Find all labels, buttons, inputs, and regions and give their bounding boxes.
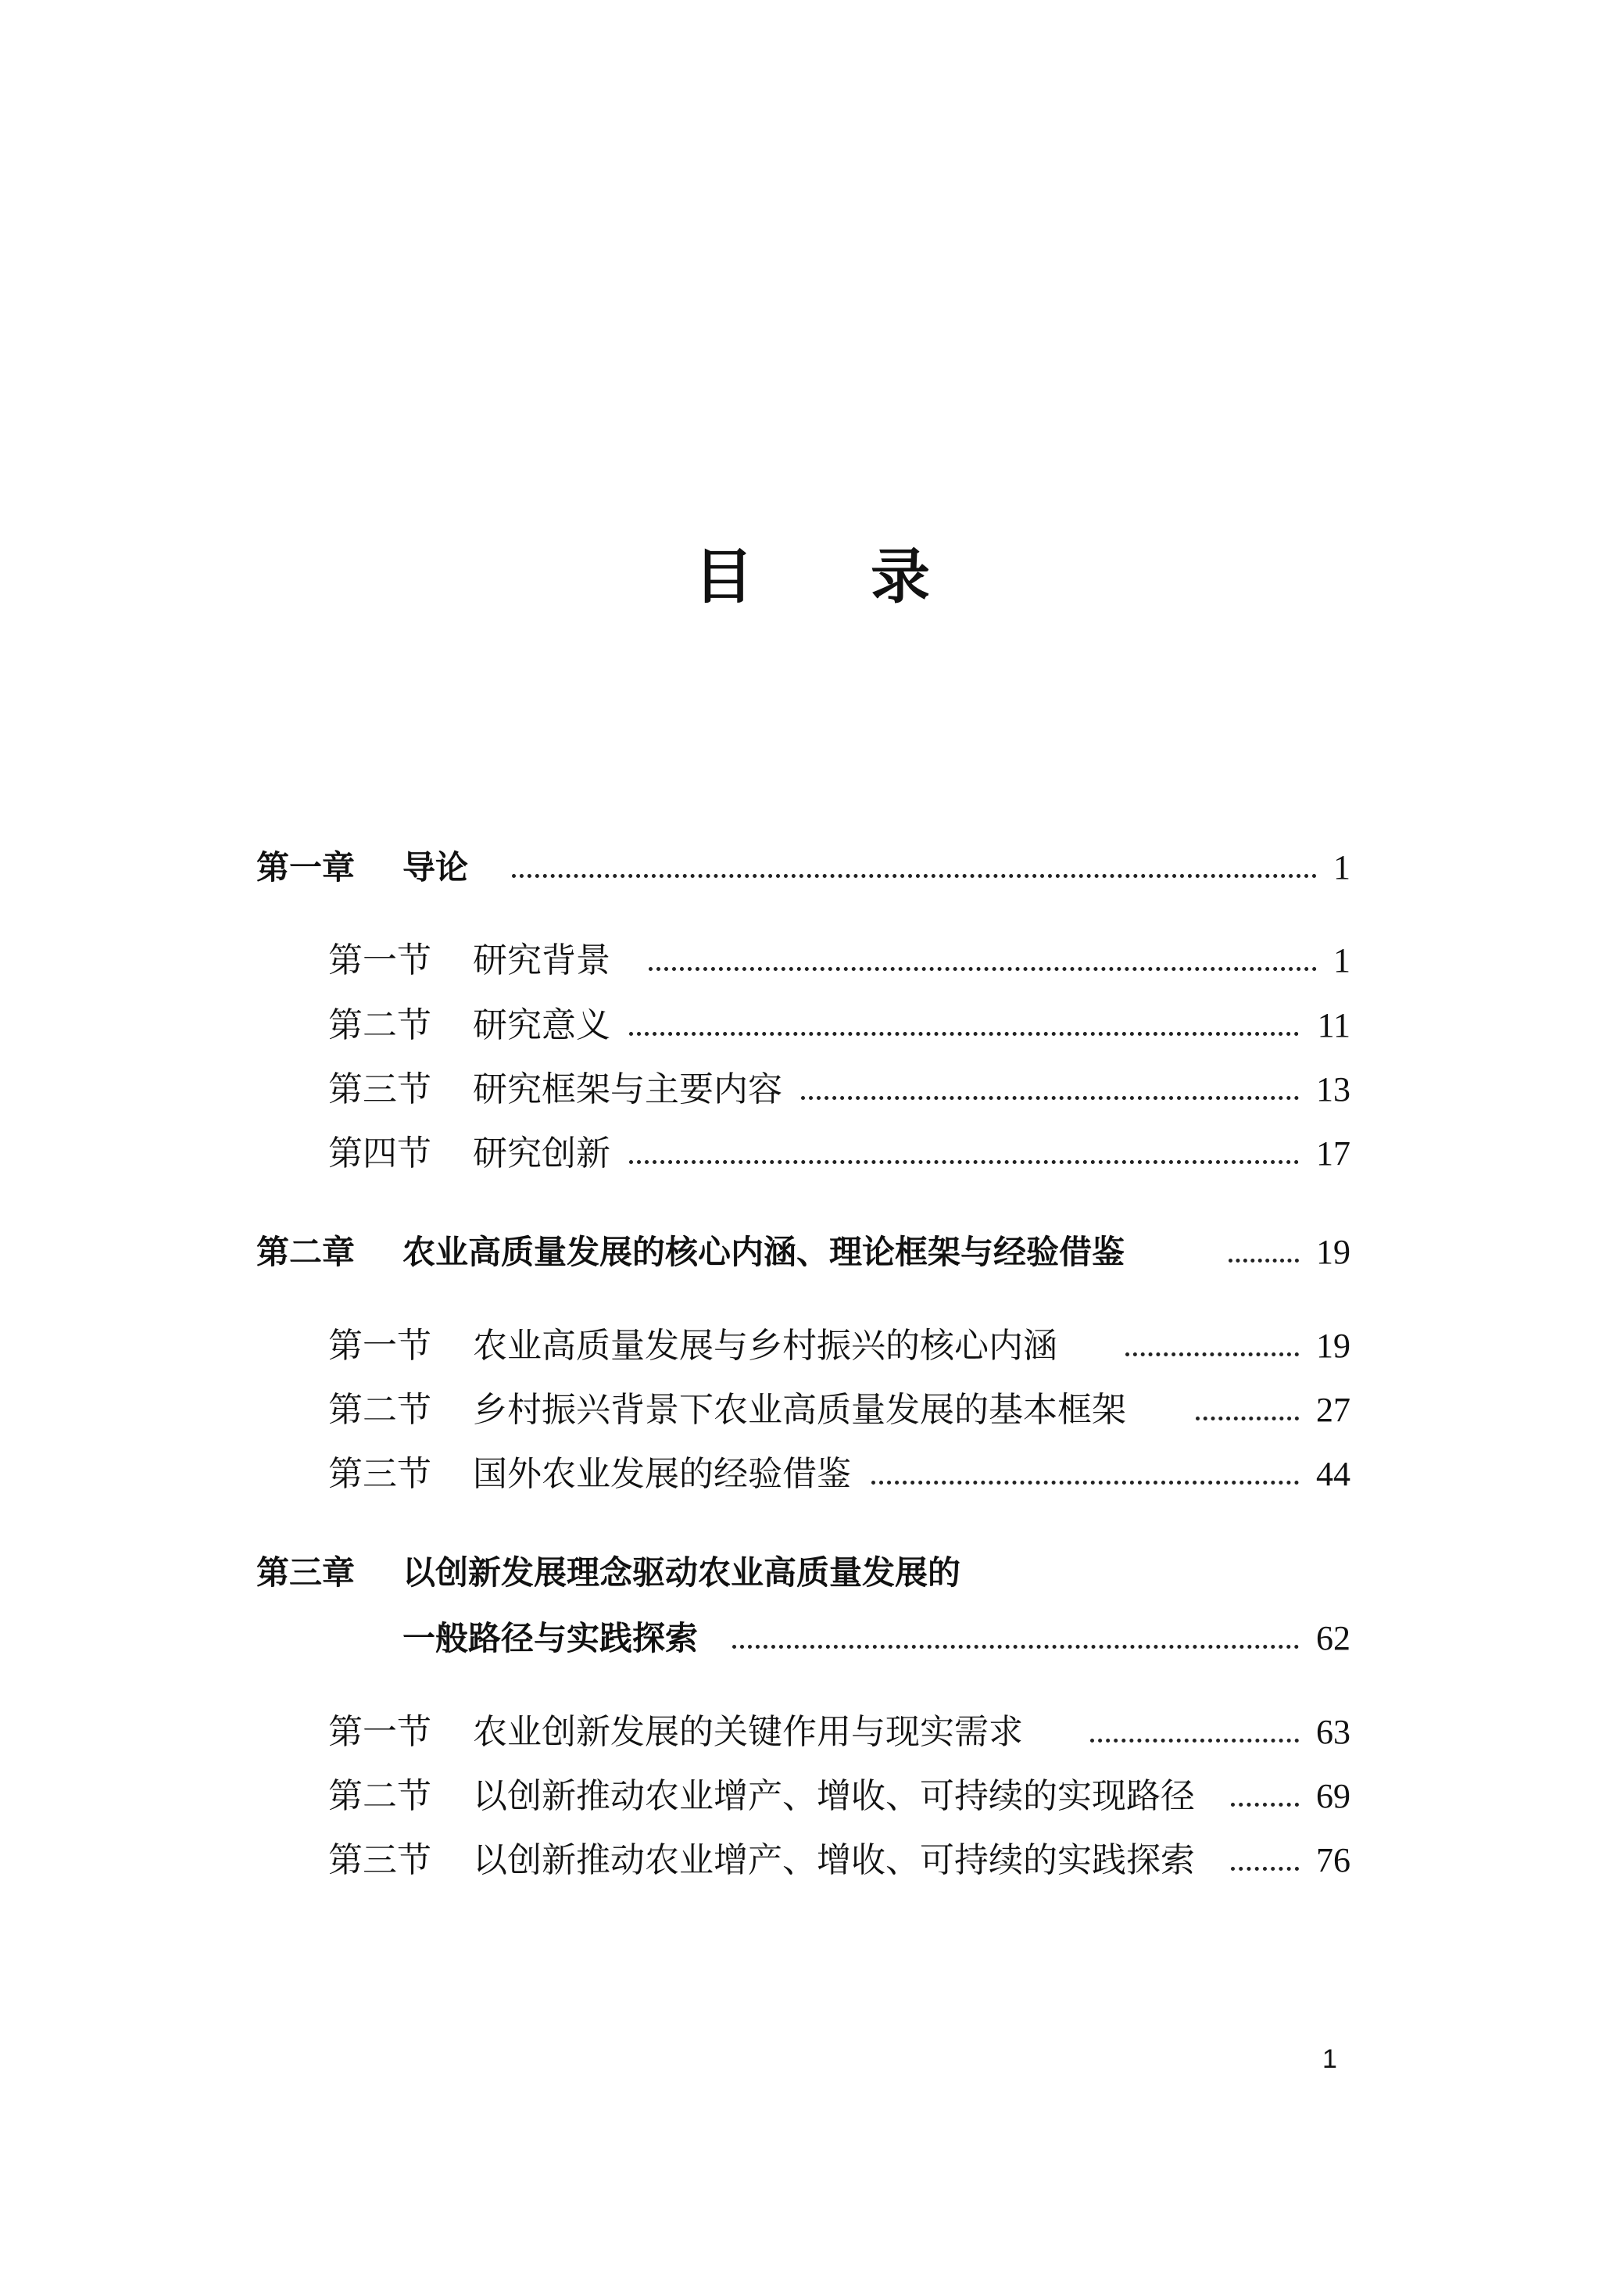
- toc-section-2-2[interactable]: [0, 1385, 1624, 1435]
- section-page-number: 63: [1316, 1713, 1350, 1751]
- dot-leader: [732, 1645, 1299, 1649]
- section-title: 研究框架与主要内容: [473, 1069, 782, 1109]
- section-number: 第一节: [328, 1712, 431, 1752]
- section-title: 研究背景: [473, 940, 610, 980]
- chapter-title-continued: 一般路径与实践探索: [402, 1619, 699, 1657]
- dot-leader: [629, 1160, 1299, 1164]
- chapter-title: 农业高质量发展的核心内涵、理论框架与经验借鉴: [402, 1233, 1125, 1271]
- chapter-page-number: 19: [1316, 1233, 1350, 1271]
- dot-leader: [1196, 1417, 1299, 1420]
- chapter-title: 以创新发展理念驱动农业高质量发展的: [402, 1553, 961, 1592]
- toc-section-1-1[interactable]: [0, 936, 1624, 986]
- dot-leader: [649, 967, 1317, 971]
- section-page-number: 17: [1316, 1134, 1350, 1173]
- toc-section-3-2[interactable]: [0, 1771, 1624, 1821]
- section-number: 第二节: [328, 1390, 431, 1430]
- page-title-char-1: 目: [694, 542, 753, 611]
- section-title: 农业创新发展的关键作用与现实需求: [473, 1712, 1023, 1752]
- chapter-title: 导论: [402, 848, 469, 887]
- section-title: 农业高质量发展与乡村振兴的核心内涵: [473, 1326, 1057, 1366]
- section-title: 以创新推动农业增产、增收、可持续的实践探索: [473, 1840, 1195, 1880]
- section-title: 国外农业发展的经验借鉴: [473, 1454, 851, 1494]
- section-number: 第三节: [328, 1069, 431, 1109]
- chapter-number: 第一章: [256, 848, 356, 887]
- dot-leader: [871, 1481, 1299, 1485]
- section-page-number: 44: [1316, 1455, 1350, 1493]
- page-folio-number: 1: [1322, 2044, 1337, 2074]
- page-title-char-2: 录: [871, 542, 930, 611]
- section-page-number: 27: [1316, 1391, 1350, 1429]
- dot-leader: [1231, 1803, 1299, 1807]
- toc-section-3-1[interactable]: [0, 1707, 1624, 1757]
- toc-chapter-2[interactable]: [0, 1227, 1624, 1277]
- toc-section-2-3[interactable]: [0, 1449, 1624, 1499]
- chapter-page-number: 62: [1316, 1619, 1350, 1657]
- toc-chapter-3-continued[interactable]: [0, 1614, 1624, 1664]
- dot-leader: [629, 1032, 1299, 1036]
- page-title: [0, 539, 1624, 614]
- section-number: 第三节: [328, 1840, 431, 1880]
- section-page-number: 13: [1316, 1070, 1350, 1109]
- dot-leader: [1090, 1739, 1299, 1743]
- dot-leader: [801, 1096, 1299, 1100]
- section-title: 研究创新: [473, 1134, 610, 1173]
- section-number: 第二节: [328, 1005, 431, 1045]
- chapter-number: 第二章: [256, 1233, 356, 1271]
- toc-chapter-3[interactable]: [0, 1548, 1624, 1598]
- dot-leader: [1125, 1352, 1299, 1356]
- section-title: 乡村振兴背景下农业高质量发展的基本框架: [473, 1390, 1126, 1430]
- dot-leader: [1231, 1867, 1299, 1871]
- section-number: 第一节: [328, 1326, 431, 1366]
- chapter-number: 第三章: [256, 1553, 356, 1592]
- toc-section-1-2[interactable]: [0, 1001, 1624, 1051]
- section-title: 以创新推动农业增产、增收、可持续的实现路径: [473, 1776, 1195, 1816]
- dot-leader: [1229, 1259, 1299, 1263]
- chapter-page-number: 1: [1333, 848, 1350, 887]
- section-number: 第三节: [328, 1454, 431, 1494]
- section-page-number: 19: [1316, 1327, 1350, 1365]
- section-title: 研究意义: [473, 1005, 610, 1045]
- section-page-number: 76: [1316, 1841, 1350, 1879]
- section-page-number: 1: [1333, 941, 1350, 980]
- toc-section-1-4[interactable]: [0, 1129, 1624, 1179]
- section-number: 第四节: [328, 1134, 431, 1173]
- dot-leader: [512, 874, 1317, 878]
- section-number: 第二节: [328, 1776, 431, 1816]
- toc-section-3-3[interactable]: [0, 1836, 1624, 1886]
- toc-section-1-3[interactable]: [0, 1065, 1624, 1115]
- section-page-number: 11: [1317, 1006, 1350, 1044]
- toc-chapter-1[interactable]: [0, 843, 1624, 893]
- toc-section-2-1[interactable]: [0, 1321, 1624, 1371]
- section-number: 第一节: [328, 940, 431, 980]
- section-page-number: 69: [1316, 1777, 1350, 1815]
